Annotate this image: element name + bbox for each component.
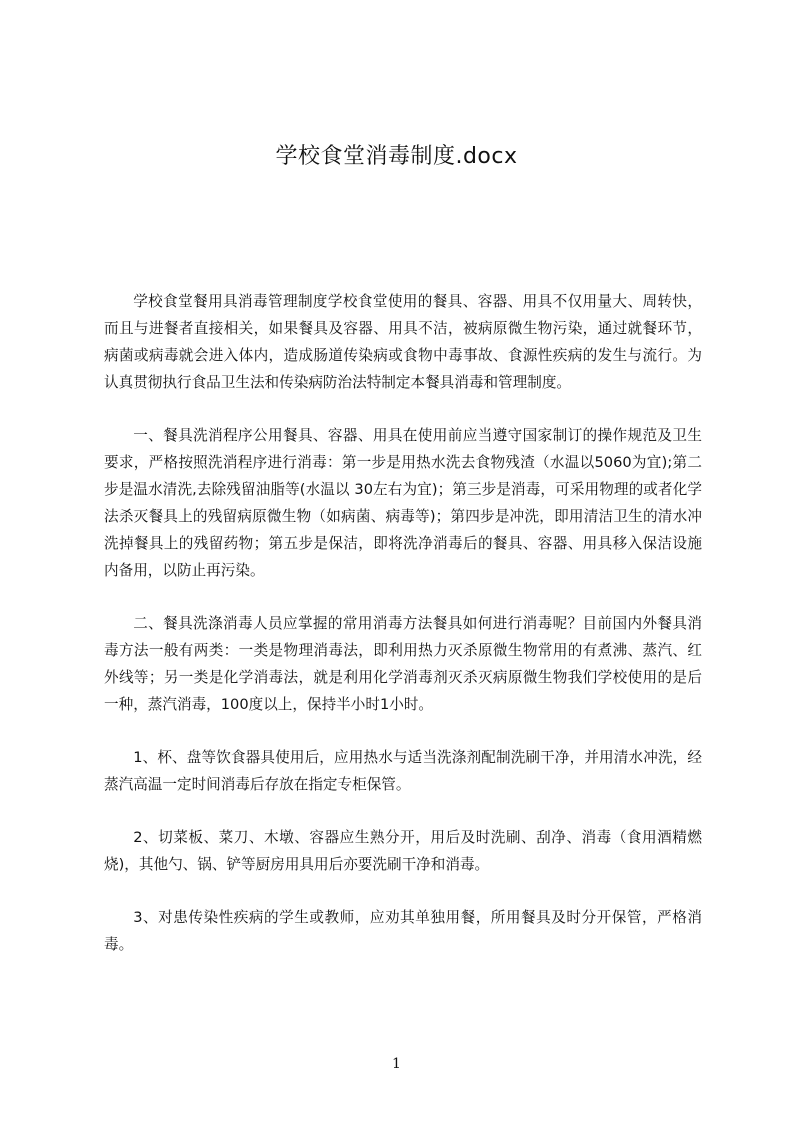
paragraph-item-3: 3、对患传染性疾病的学生或教师，应劝其单独用餐，所用餐具及时分开保管，严格消毒。 <box>104 909 702 953</box>
paragraph-section-2: 二、餐具洗涤消毒人员应掌握的常用消毒方法餐具如何进行消毒呢？目前国内外餐具消毒方法一般有两类：一类是物理消毒法，即利用热力灭杀原微生物常用的有煮沸、蒸汽、红外线等；另一类是化学消毒法，就是利用化学消毒剂灭杀灭病原微生物我们学校使用的是后一种，蒸汽消毒，100度以上，保持半小时1小时。 <box>104 615 702 713</box>
paragraph-item-1: 1、杯、盘等饮食器具使用后，应用热水与适当洗涤剂配制洗刷干净，并用清水冲洗，经蒸汽高温一定时间消毒后存放在指定专柜保管。 <box>104 749 702 793</box>
paragraph-item-2: 2、切菜板、菜刀、木墩、容器应生熟分开，用后及时洗刷、刮净、消毒（食用酒精燃烧)，其他勺、锅、铲等厨房用具用后亦要洗刷干净和消毒。 <box>104 829 702 873</box>
page-number: 1 <box>392 1056 401 1072</box>
document-body <box>104 288 702 984</box>
paragraph-intro: 学校食堂餐用具消毒管理制度学校食堂使用的餐具、容器、用具不仅用量大、周转快，而且与进餐者直接相关，如果餐具及容器、用具不洁，被病原微生物污染，通过就餐环节，病菌或病毒就会进入体内，造成肠道传染病或食物中毒事故、食源性疾病的发生与流行。为认真贯彻执行食品卫生法和传染病防治法特制定本餐具消毒和管理制度。 <box>104 293 702 391</box>
paragraph-section-1: 一、餐具洗消程序公用餐具、容器、用具在使用前应当遵守国家制订的操作规范及卫生要求，严格按照洗消程序进行消毒：第一步是用热水洗去食物残渣（水温以5060为宜);第二步是温水清洗,去除残留油脂等(水温以 30左右为宜)；第三步是消毒，可采用物理的或者化学法杀灭餐具上的残留病原微生物（如病菌、病毒等)；第四步是冲洗，即用清洁卫生的清水冲洗掉餐具上的残留药物；第五步是保洁，即将洗净消毒后的餐具、容器、用具移入保洁设施内备用，以防止再污染。 <box>104 427 702 579</box>
document-title: 学校食堂消毒制度.docx <box>275 144 518 169</box>
